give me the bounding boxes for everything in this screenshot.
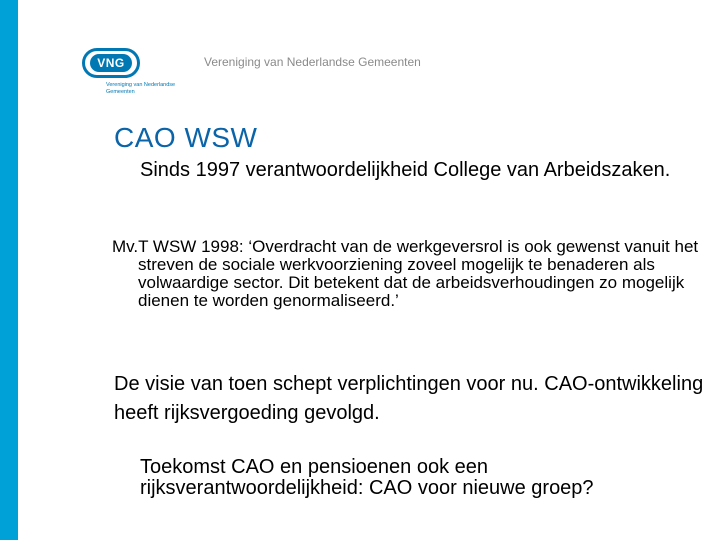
- logo-badge: [82, 48, 140, 78]
- logo-text: VNG: [90, 54, 132, 72]
- slide-title: CAO WSW: [114, 122, 258, 153]
- organization-name: Vereniging van Nederlandse Gemeenten: [204, 55, 421, 69]
- paragraph-4: Toekomst CAO en pensioenen ook een rijksverantwoordelijkheid: CAO voor nieuwe groep?: [140, 456, 594, 499]
- paragraph-2-quote: Mv.T WSW 1998: ‘Overdracht van de werkgeversrol is ook gewenst vanuit het streven de sociale werkvoorziening zoveel mogelijk te benaderen als volwaardige sector. Dit betekent dat de arbeidsverhoudingen zo mogelijk dienen te worden genormaliseerd.’: [112, 237, 699, 310]
- paragraph-1: Sinds 1997 verantwoordelijkheid College van Arbeidszaken.: [140, 159, 671, 181]
- vng-logo: [80, 44, 190, 98]
- left-accent-stripe: [0, 0, 18, 540]
- logo-subtext: Vereniging van Nederlandse Gemeenten: [106, 82, 176, 95]
- paragraph-3: De visie van toen schept verplichtingen voor nu. CAO-ontwikkeling heeft rijksvergoeding gevolgd.: [114, 373, 704, 424]
